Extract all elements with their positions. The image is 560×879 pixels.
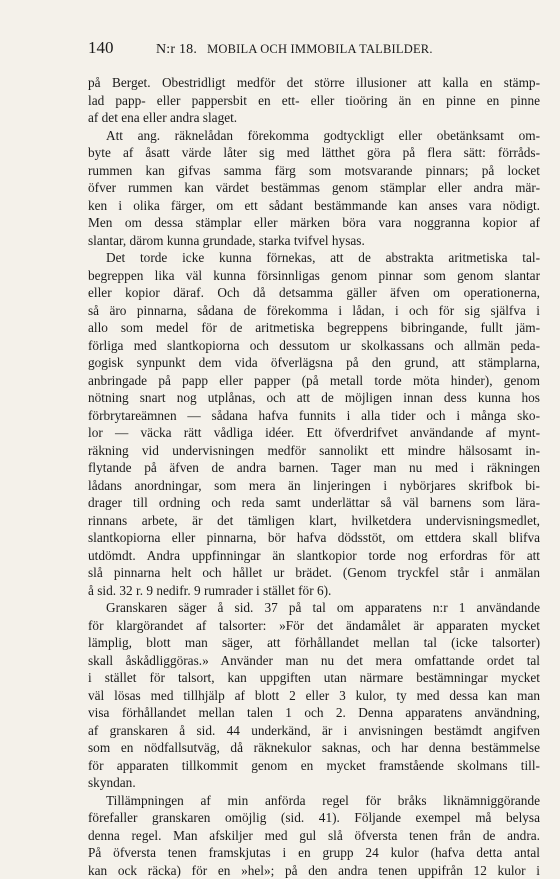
page	[88, 38, 540, 879]
text-line: räkning vid undervisningen medför sannolikt ett mindre hälsosamt in-	[88, 442, 540, 460]
running-title	[156, 42, 433, 58]
text-line: lådans anordningar, som mera än linjeringen i nybörjares skrifbok bi-	[88, 477, 540, 495]
text-line: lad papp- eller pappersbit en ett- eller tioöring än en pinne en pinne	[88, 92, 540, 110]
text-line: Att ang. räknelådan förekomma godtyckligt eller obetänksamt om-	[88, 127, 540, 145]
text-line: utdömdt. Andra uppfinningar än slantkopior torde nog erfordras för att	[88, 547, 540, 565]
text-line: anbringade på papp eller papper (på metall torde möta hinder), genom	[88, 372, 540, 390]
text-line: drager till ordning och reda samt underlättar så väl barnens som lära-	[88, 494, 540, 512]
text-line: lämplig, blott man säger, att förhållandet mellan tal (icke talsorter)	[88, 634, 540, 652]
text-line: slantkopiorna eller pinnarna, bör hafva dödsstöt, om ettdera skall blifva	[88, 529, 540, 547]
text-line: gogisk synpunkt dem vida öfverlägsna på den grund, att stämplarna,	[88, 354, 540, 372]
text-line: Det torde icke kunna förnekas, att de abstrakta aritmetiska tal-	[88, 249, 540, 267]
text-line: öfver rummen kan värdet bestämmas genom stämplar eller andra mär-	[88, 179, 540, 197]
text-line: slå pinnarna helt och hållet ur brädet. (Genom tryckfel står i anmälan	[88, 564, 540, 582]
text-line: eller kopior däraf. Och då detsamma gäller äfven om operationerna,	[88, 284, 540, 302]
text-line: för klargörandet af talsorter: »För det ändamålet är apparaten mycket	[88, 617, 540, 635]
body-text	[88, 74, 540, 879]
text-line: rinnans arbete, är det tämligen klart, hvilketdera undervisningsmedlet,	[88, 512, 540, 530]
issue-number: N:r 18.	[156, 42, 197, 57]
text-line: väl lösas med tillhjälp af blott 2 eller 3 kulor, ty med dessa kan man	[88, 687, 540, 705]
text-line: skyndan.	[88, 774, 540, 792]
text-line: förbrytareämnen — sådana hafva funnits i alla tider och i många sko-	[88, 407, 540, 425]
running-header	[88, 38, 540, 64]
page-number: 140	[88, 38, 156, 58]
text-line: för apparaten tillkommit genom en mycket framstående skolmans till-	[88, 757, 540, 775]
text-line: å sid. 32 r. 9 nedifr. 9 rumrader i stället för 6).	[88, 582, 540, 600]
text-line: på Berget. Obestridligt medför det större illusioner att kalla en stämp-	[88, 74, 540, 92]
text-line: förliga med slantkopiorna och dessutom ur skolkassans och allmän peda-	[88, 337, 540, 355]
text-line: denna regel. Man afskiljer med gul slå öfversta tenen från de andra.	[88, 827, 540, 845]
text-line: Granskaren säger å sid. 37 på tal om apparatens n:r 1 användande	[88, 599, 540, 617]
text-line: byte af åsatt värde låter sig med lätthet göra på flera sätt: förråds-	[88, 144, 540, 162]
text-line: af granskaren å sid. 44 underkänd, är i anvisningen bestämdt angifven	[88, 722, 540, 740]
text-line: af det ena eller andra slaget.	[88, 109, 540, 127]
text-line: ken i olika färger, om ett sådant bestämmande kan anses vara nödigt.	[88, 197, 540, 215]
text-line: nötning snart nog utplånas, och att de möjligen innan dess kunna hos	[88, 389, 540, 407]
text-line: På öfversta tenen framskjutas i en grupp 24 kulor (hafva detta antal	[88, 844, 540, 862]
text-line: skall åskådliggöras.» Använder man nu det mera omfattande ordet tal	[88, 652, 540, 670]
journal-title: MOBILA OCH IMMOBILA TALBILDER.	[207, 42, 433, 56]
text-line: lor — väcka rätt vådliga idéer. Ett öfverdrifvet användande af mynt-	[88, 424, 540, 442]
text-line: Men om dessa stämplar eller märken böra vara noggranna kopior af	[88, 214, 540, 232]
text-line: flytande på äfven de andra barnen. Tager man nu med i räkningen	[88, 459, 540, 477]
text-line: Tillämpningen af min anförda regel för bråks liknämniggörande	[88, 792, 540, 810]
text-line: slantar, därom kunna grundade, starka tvifvel hysas.	[88, 232, 540, 250]
text-line: kan ock räcka) för en »hel»; på den andra tenen uppifrån 12 kulor i	[88, 862, 540, 879]
text-line: i stället för talsort, kan uppgiften utan närmare bestämningar mycket	[88, 669, 540, 687]
text-line: så äro pinnarna, sådana de förekomma i lådan, i och för sig själfva i	[88, 302, 540, 320]
text-line: rummen kan gifvas samma färg som motsvarande pinnars; på locket	[88, 162, 540, 180]
text-line: som en nödfallsutväg, då räknekulor saknas, och har denna bestämmelse	[88, 739, 540, 757]
text-line: allo som medel för de aritmetiska begreppens bibringande, fullt jäm-	[88, 319, 540, 337]
text-line: förefaller granskaren omöjlig (sid. 41). Följande exempel må belysa	[88, 809, 540, 827]
text-line: visa förhållandet mellan talen 1 och 2. Denna apparatens användning,	[88, 704, 540, 722]
text-line: begreppen lika väl kunna försinnligas genom pinnar som genom slantar	[88, 267, 540, 285]
